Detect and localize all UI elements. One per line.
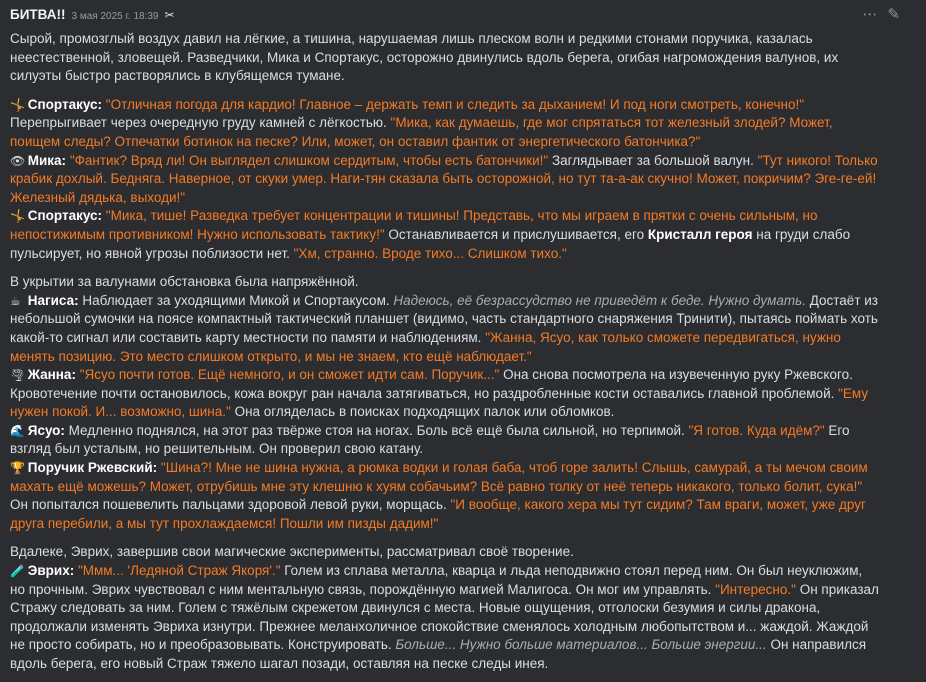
author-name[interactable]: БИТВА!! bbox=[10, 7, 66, 22]
more-options-icon[interactable]: ⋯ bbox=[862, 6, 878, 23]
speaker-name: Кристалл героя bbox=[647, 226, 753, 242]
narration-text: на груди слабо пульсирует, но явной угрозы поблизости нет. bbox=[10, 226, 851, 261]
paragraph-gap bbox=[10, 263, 880, 273]
speaker-name: Жанна: bbox=[24, 367, 76, 383]
narration-text: Заглядывает за большой валун. bbox=[548, 152, 754, 168]
message-content bbox=[10, 30, 880, 674]
dialogue-text: "Хм, странно. Вроде тихо... Слишком тихо." bbox=[289, 245, 567, 261]
narration-text: Его взгляд был усталым, но решительным. Он проверил свою катану. bbox=[10, 422, 850, 457]
message-paragraph bbox=[10, 273, 880, 292]
narration-text: Медленно поднялся, на этот раз твёрже стоя на ногах. Боль всё ещё была сильной, но терпимой. bbox=[64, 422, 685, 438]
dialogue-text: "Я готов. Куда идём?" bbox=[684, 422, 825, 438]
narration-text: Останавливается и прислушивается, его bbox=[384, 226, 648, 242]
thought-text: Больше... Нужно больше материалов... Больше энергии... bbox=[391, 637, 767, 653]
message-timestamp: 3 мая 2025 г. 18:39 bbox=[71, 11, 159, 22]
message-paragraph bbox=[10, 459, 880, 533]
scissors-icon: ✂ bbox=[164, 8, 175, 22]
message-paragraph bbox=[10, 30, 880, 86]
character-emoji-icon: 🏆 bbox=[10, 461, 25, 476]
message-paragraph bbox=[10, 96, 880, 152]
speaker-name: Эврих: bbox=[24, 563, 75, 579]
message-paragraph bbox=[10, 292, 880, 366]
character-emoji-icon: 🤸 bbox=[10, 97, 25, 112]
dialogue-text: "Тут никого! Только крабик дохлый. Бедняга. Наверное, от скуки умер. Наги-тян сказала быть осторожной, но тут та-а-ак скучно! Может, покричим? Эге-ге-ей! Железный дядька, выходи!" bbox=[10, 152, 878, 205]
dialogue-text: "Ммм... 'Ледяной Страж Якоря'." bbox=[74, 563, 281, 579]
character-emoji-icon: 🌊 bbox=[10, 423, 25, 438]
dialogue-text: "Мика, тише! Разведка требует концентрации и тишины! Представь, что мы играем в прятки с очень сильным, но непостижимым противником! Нужно использовать тактику!" bbox=[10, 208, 818, 242]
message-paragraph bbox=[10, 422, 880, 459]
speaker-name: Ясуо: bbox=[24, 422, 65, 438]
narration-text: Перепрыгивает через очередную груду камней с лёгкостью. bbox=[10, 115, 387, 131]
narration-text: Он приказал Стражу следовать за ним. Голем с тяжёлым скрежетом двинулся с места. Новые ощущения, отголоски безумия и силы дракона, продолжали изменять Эвриха изнутри. Прежнее меланхоличное спокойствие сменялось холодным любопытством и... жаждой. Жаждой не просто собирать, но и преобразовывать. Конструировать. bbox=[10, 581, 879, 653]
message-actions bbox=[862, 6, 900, 25]
narration-text: Она огляделась в поисках подходящих палок или обломков. bbox=[230, 404, 615, 420]
narration-text: Наблюдает за уходящими Микой и Спортакусом. bbox=[78, 292, 390, 308]
speaker-name: Нагиса: bbox=[24, 292, 79, 308]
narration-text: Достаёт из небольшой сумочки на поясе компактный тактический планшет (видимо, часть стандартного снаряжения Тринити), пытаясь поймать хоть какой-то сигнал или составить карту местности по памяти и наблюдениям. bbox=[10, 292, 878, 345]
message-paragraph bbox=[10, 562, 880, 674]
dialogue-text: "Ему нужен покой. И... возможно, шина." bbox=[10, 385, 869, 420]
paragraph-gap bbox=[10, 533, 880, 543]
thought-text: Надеюсь, её безрассудство не приведёт к беде. Нужно думать. bbox=[389, 292, 806, 308]
dialogue-text: "Ясуо почти готов. Ещё немного, и он сможет идти сам. Поручик..." bbox=[75, 367, 500, 383]
character-emoji-icon: 👁 bbox=[10, 153, 26, 168]
dialogue-text: "Мика, как думаешь, где мог спрятаться тот железный злодей? Может, поищем следы? Отпечатки ботинок на песке? Или, может, он оставил фантик от энергетического батончика?" bbox=[10, 115, 833, 149]
character-emoji-icon: 🌪 bbox=[10, 368, 26, 383]
narration-text: Сырой, промозглый воздух давил на лёгкие, а тишина, нарушаемая лишь плеском волн и редкими стонами поручика, казалась неестественной, зловещей. Разведчики, Мика и Спортакус, осторожно двинулись вдоль берега, огибая нагромождения валунов, их силуэты быстро растворялись в клубящемся тумане. bbox=[10, 31, 839, 84]
character-emoji-icon: 🧪 bbox=[10, 564, 25, 579]
speaker-name: Мика: bbox=[24, 152, 67, 168]
dialogue-text: "Шина?! Мне не шина нужна, а рюмка водки и голая баба, чтоб горе залить! Слышь, самурай, а ты мечом своим махать ещё можешь? Может, отрубишь мне эту клешню к хуям собачьим? Всё равно толку от неё теперь никакого, только болит, сука!" bbox=[10, 460, 868, 494]
message-header bbox=[10, 4, 880, 26]
edit-icon[interactable]: ✎ bbox=[887, 6, 900, 23]
dialogue-text: "Интересно." bbox=[711, 581, 796, 597]
narration-text: В укрытии за валунами обстановка была напряжённой. bbox=[10, 274, 359, 290]
paragraph-gap bbox=[10, 86, 880, 96]
character-emoji-icon: 🤸 bbox=[10, 209, 25, 224]
dialogue-text: "И вообще, какого хера мы тут сидим? Там враги, может, уже друг друга перебили, а мы тут прохлаждаемся! Пошли им пизды дадим!" bbox=[10, 497, 866, 531]
narration-text: Вдалеке, Эврих, завершив свои магические эксперименты, рассматривал своё творение. bbox=[10, 544, 574, 560]
narration-text: Она снова посмотрела на изувеченную руку Ржевского. Кровотечение почти остановилось, кожа вокруг ран начала затягиваться, но раздробленные кости оставались главной проблемой. bbox=[10, 367, 853, 401]
dialogue-text: "Отличная погода для кардио! Главное – держать темп и следить за дыханием! И под ноги смотреть, конечно!" bbox=[102, 96, 805, 112]
message-paragraph bbox=[10, 543, 880, 562]
message-paragraph bbox=[10, 366, 880, 422]
dialogue-text: "Фантик? Вряд ли! Он выглядел слишком сердитым, чтобы есть батончики!" bbox=[66, 152, 549, 168]
narration-text: Он направился вдоль берега, его новый Страж тяжело шагал позади, оставляя на песке следы инея. bbox=[10, 637, 867, 671]
message-paragraph bbox=[10, 152, 880, 208]
speaker-name: Спортакус: bbox=[24, 96, 103, 112]
speaker-name: Поручик Ржевский: bbox=[24, 460, 158, 476]
narration-text: Он попытался пошевелить пальцами здоровой левой руки, морщась. bbox=[10, 497, 447, 513]
narration-text: Голем из сплава металла, кварца и льда неподвижно стоял перед ним. Он был неуклюжим, но прочным. Эврих чувствовал с ним ментальную связь, порождённую магией Малигоса. Он мог им управлять. bbox=[10, 563, 863, 597]
message-paragraph bbox=[10, 207, 880, 263]
character-emoji-icon: ☕ bbox=[10, 293, 21, 308]
dialogue-text: "Жанна, Ясуо, как только сможете передвигаться, нужно менять позицию. Это место слишком открыто, и мы не знаем, кто ещё наблюдает." bbox=[10, 329, 841, 364]
speaker-name: Спортакус: bbox=[24, 208, 103, 224]
